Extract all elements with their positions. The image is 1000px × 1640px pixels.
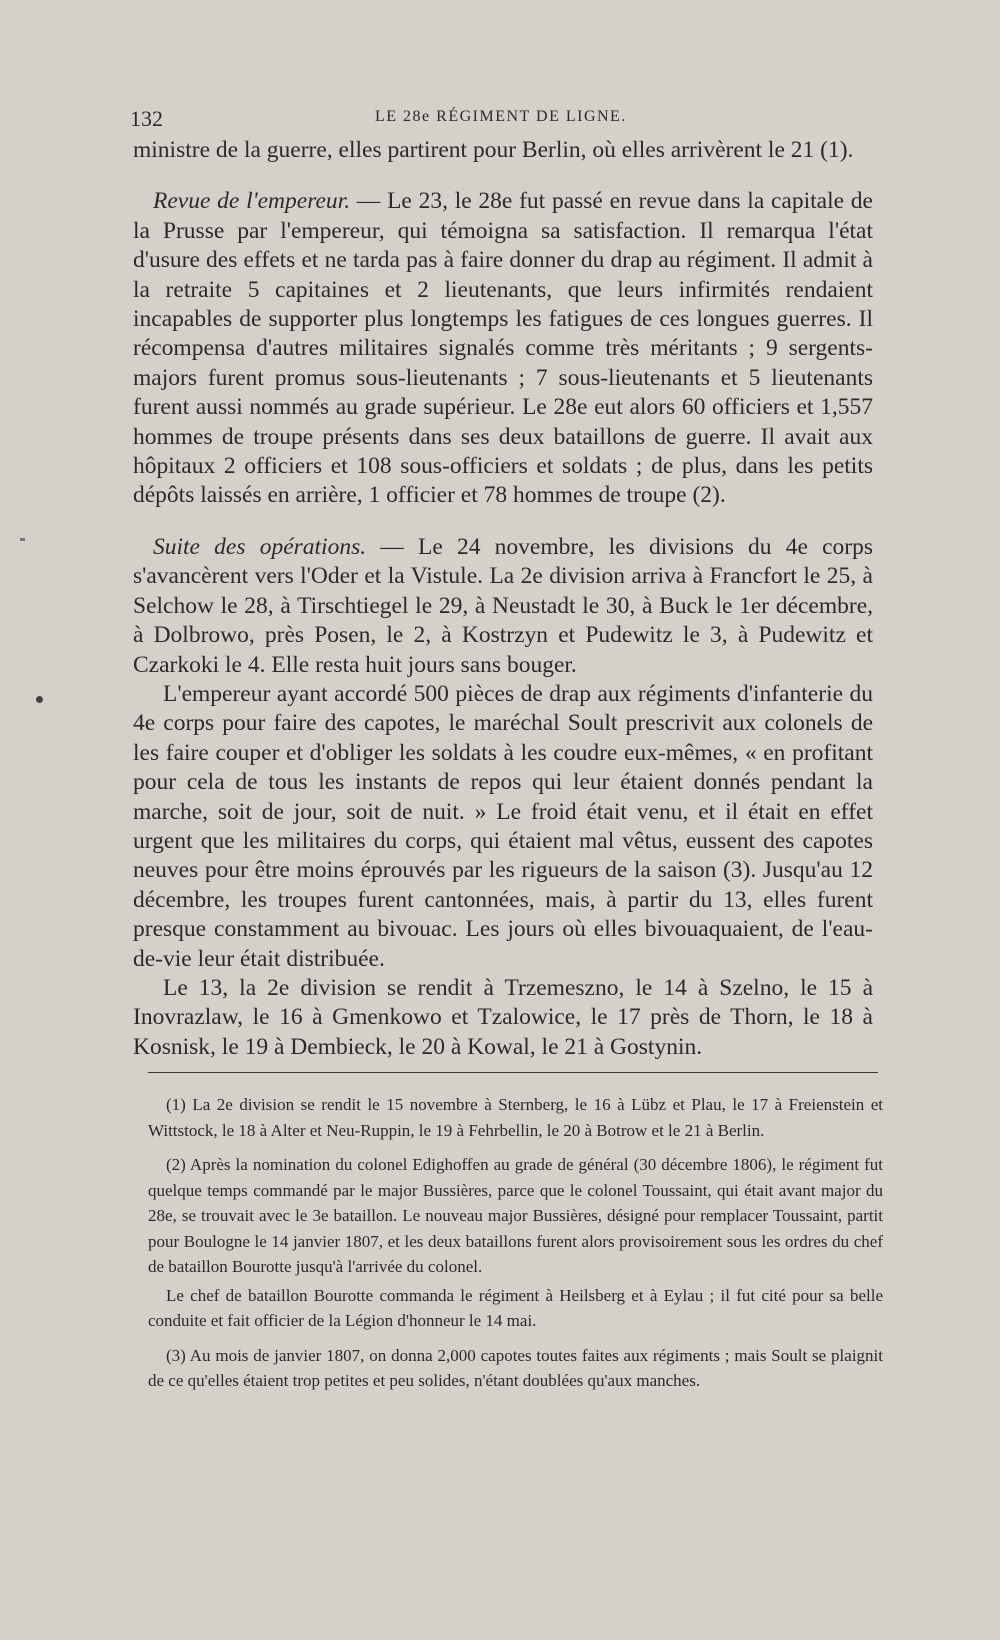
paragraph-continuation: ministre de la guerre, elles partirent pour Berlin, où elles arrivèrent le 21 (1). xyxy=(133,137,854,163)
paragraph-revue xyxy=(133,187,873,510)
footnote-2-continued: Le chef de bataillon Bourotte commanda le régiment à Heilsberg et à Eylau ; il fut cité pour sa belle conduite et fait officier de la Légion d'honneur le 14 mai. xyxy=(148,1285,883,1330)
section-lead-operations: Suite des opérations. xyxy=(153,533,367,560)
running-header xyxy=(130,106,875,134)
footnote-3: (3) Au mois de janvier 1807, on donna 2,000 capotes toutes faites aux régiments ; mais Soult se plaignit de ce qu'elles étaient trop petites et peu solides, n'étant doublées qu'aux manches. xyxy=(148,1345,883,1390)
running-title: LE 28e RÉGIMENT DE LIGNE. xyxy=(375,108,627,125)
paragraph-capotes: L'empereur ayant accordé 500 pièces de drap aux régiments d'infanterie du 4e corps pour faire des capotes, le maréchal Soult prescrivit aux colonels de les faire couper et d'obliger les soldats à les coudre eux-mêmes, « en profitant pour cela de tous les instants de repos qui leur étaient donnés pendant la marche, soit de jour, soit de nuit. » Le froid était venu, et il était en effet urgent que les militaires du corps, qui étaient mal vêtus, eussent des capotes neuves pour être moins éprouvés par les rigueurs de la saison (3). Jusqu'au 12 décembre, les troupes furent cantonnées, mais, à partir du 13, elles furent presque constamment au bivouac. Les jours où elles bivouaquaient, de l'eau-de-vie leur était distribuée. xyxy=(133,680,873,972)
paragraph-itinerary: Le 13, la 2e division se rendit à Trzemeszno, le 14 à Szelno, le 15 à Inovrazlaw, le 16 à Gmenkowo et Tzalowice, le 17 près de Thorn, le 18 à Kosnisk, le 19 à Dembieck, le 20 à Kowal, le 21 à Gostynin. xyxy=(133,974,873,1060)
footnote-1: (1) La 2e division se rendit le 15 novembre à Sternberg, le 16 à Lübz et Plau, le 17 à Freienstein et Wittstock, le 18 à Alter et Neu-Ruppin, le 19 à Fehrbellin, le 20 à Botrow et le 21 à Berlin. xyxy=(148,1095,883,1140)
section-lead-revue: Revue de l'empereur. xyxy=(153,188,351,215)
footnote-2: (2) Après la nomination du colonel Edighoffen au grade de général (30 décembre 1806), le régiment fut quelque temps commandé par le major Bussières, parce que le colonel Toussaint, qui était avant major du 28e, se trouvait avec le 3e bataillon. Le nouveau major Bussières, désigné pour remplacer Toussaint, partit pour Boulogne le 14 janvier 1807, et les deux bataillons furent alors provisoirement sous les ordres du chef de bataillon Bourotte jusqu'à l'arrivée du colonel. xyxy=(148,1155,883,1276)
main-text xyxy=(133,136,873,1062)
margin-mark xyxy=(20,538,25,541)
margin-dot xyxy=(36,696,43,703)
paragraph-operations-text: — Le 24 novembre, les divisions du 4e corps s'avancèrent vers l'Oder et la Vistule. La 2e division arriva à Francfort le 25, à Selchow le 28, à Tirschtiegel le 29, à Neustadt le 30, à Buck le 1er décembre, à Dolbrowo, près Posen, le 2, à Kostrzyn et Pudewitz le 3, à Pudewitz et Czarkoki le 4. Elle resta huit jours sans bouger. xyxy=(133,533,873,678)
footnotes xyxy=(148,1092,883,1403)
paragraph-revue-text: — Le 23, le 28e fut passé en revue dans la capitale de la Prusse par l'empereur, qui témoigna sa satisfaction. Il remarqua l'état d'usure des effets et ne tarda pas à faire donner du drap au régiment. Il admit à la retraite 5 capitaines et 2 lieutenants, que leurs infirmités rendaient incapables de supporter plus longtemps les fatigues de ces longues guerres. Il récompensa d'autres militaires signalés comme très méritants ; 9 sergents-majors furent promus sous-lieutenants ; 7 sous-lieutenants et 5 lieutenants furent aussi nommés au grade supérieur. Le 28e eut alors 60 officiers et 1,557 hommes de troupe présents dans ses deux bataillons de guerre. Il avait aux hôpitaux 2 officiers et 108 sous-officiers et soldats ; de plus, dans les petits dépôts laissés en arrière, 1 officier et 78 hommes de troupe (2). xyxy=(133,188,873,509)
paragraph-operations xyxy=(133,533,873,680)
footnote-divider xyxy=(148,1072,878,1073)
page-number: 132 xyxy=(130,106,163,131)
